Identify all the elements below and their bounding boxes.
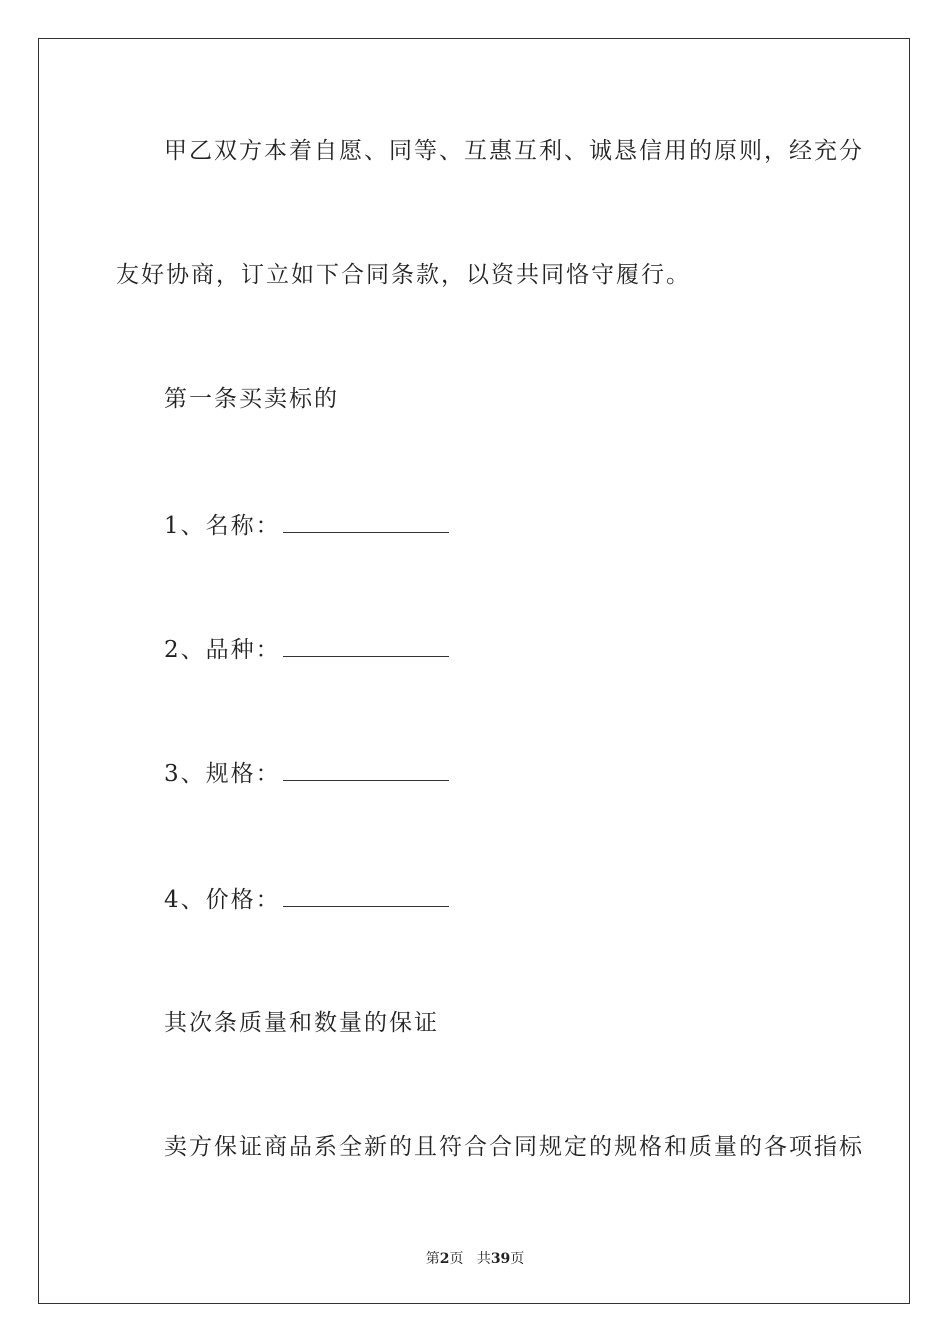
field-spec-blank (283, 758, 449, 781)
field-price-row (164, 884, 449, 915)
field-variety-row (164, 634, 449, 665)
footer-total-suffix: 页 (510, 1251, 525, 1267)
page-footer (0, 1248, 950, 1268)
footer-total-pages: 39 (490, 1251, 511, 1267)
field-price-blank (283, 884, 449, 907)
field-spec-row (164, 758, 449, 789)
field-spec-label: 3、规格： (164, 761, 281, 787)
paragraph-intro-line1: 甲乙双方本着自愿、同等、互惠互利、诚恳信用的原则，经充分 (164, 138, 864, 164)
field-name-label: 1、名称： (164, 513, 281, 539)
field-name-blank (283, 510, 449, 533)
page-frame (38, 38, 910, 1304)
field-name-row (164, 510, 449, 541)
footer-page-suffix: 页 (449, 1251, 464, 1267)
paragraph-intro-line2: 友好协商，订立如下合同条款，以资共同恪守履行。 (116, 262, 691, 288)
paragraph-quality: 卖方保证商品系全新的且符合合同规定的规格和质量的各项指标 (164, 1134, 864, 1160)
field-variety-label: 2、品种： (164, 637, 281, 663)
article-2-heading: 其次条质量和数量的保证 (164, 1010, 439, 1036)
field-variety-blank (283, 634, 449, 657)
field-price-label: 4、价格： (164, 887, 281, 913)
footer-total-prefix: 共 (476, 1251, 491, 1267)
article-1-heading: 第一条买卖标的 (164, 386, 339, 412)
footer-page-prefix: 第 (425, 1251, 440, 1267)
footer-page-number: 2 (439, 1251, 450, 1267)
